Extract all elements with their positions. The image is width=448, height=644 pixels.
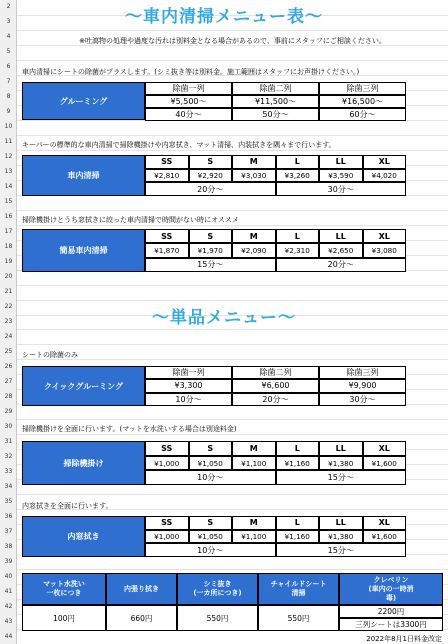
interior-price-cell: ¥4,020: [363, 169, 407, 183]
simple-price-cell: ¥3,080: [363, 243, 407, 257]
vacuum-size-cell: L: [276, 441, 320, 456]
vacuum-size-cell: XL: [363, 441, 407, 456]
grooming-price-cell: ¥16,500〜: [319, 95, 406, 108]
quick-header-cell: 除菌三列: [319, 366, 406, 379]
grid-line: [17, 30, 448, 31]
simple-price-cell: ¥1,970: [189, 243, 233, 257]
option-header-cell: マット水洗い 一枚につき: [22, 573, 106, 605]
row-number: 28: [4, 392, 13, 400]
row-number: 17: [4, 228, 13, 236]
row-number: 41: [4, 587, 13, 595]
interior-size-cell: S: [189, 155, 233, 169]
window-price-cell: ¥1,600: [363, 530, 407, 544]
window-label: 内窓拭き: [22, 516, 145, 557]
window-size-cell: S: [189, 516, 233, 530]
interior-price-cell: ¥3,260: [276, 169, 320, 183]
row-number: 21: [4, 288, 13, 296]
interior-size-cell: M: [232, 155, 276, 169]
row-number: 22: [4, 303, 13, 311]
row-number: 26: [4, 362, 13, 370]
vacuum-size-cell: SS: [145, 441, 189, 456]
window-size-cell: XL: [363, 516, 407, 530]
grooming-label: グルーミング: [22, 82, 145, 120]
notice-text: ※吐瀉物の処理や過度な汚れは別料金となる場合があるので、事前にスタッフにご相談ください。: [79, 37, 386, 45]
row-number: 20: [4, 273, 13, 281]
row-number: 19: [4, 258, 13, 266]
grooming-price-cell: ¥5,500〜: [145, 95, 232, 108]
simple-price-cell: ¥2,310: [276, 243, 320, 257]
grid-line: [17, 329, 448, 330]
simple-time-right: 20分〜: [276, 258, 407, 272]
window-price-cell: ¥1,380: [319, 530, 363, 544]
vacuum-price-cell: ¥1,380: [319, 456, 363, 471]
option-header-cell: シミ抜き (一カ所につき): [177, 573, 258, 605]
simple-note: 掃除機掛けとうち窓拭きに絞った車内清掃で時間がない時にオススメ: [22, 216, 239, 224]
row-number: 33: [4, 467, 13, 475]
vacuum-size-cell: LL: [319, 441, 363, 456]
row-number: 36: [4, 512, 13, 520]
row-number: 44: [4, 632, 13, 640]
interior-size-cell: SS: [145, 155, 189, 169]
simple-size-cell: LL: [319, 229, 363, 243]
vacuum-time-right: 15分〜: [276, 470, 407, 485]
simple-size-cell: S: [189, 229, 233, 243]
interior-note: キーパーの標準的な車内清掃で掃除機掛けや内窓拭き、マット清掃、内装拭きを隅々まで行います。: [22, 141, 336, 149]
vacuum-time-left: 10分〜: [145, 470, 276, 485]
vacuum-price-cell: ¥1,050: [189, 456, 233, 471]
row-number: 8: [6, 93, 11, 101]
window-size-cell: LL: [319, 516, 363, 530]
row-number: 39: [4, 557, 13, 565]
row-number: 29: [4, 407, 13, 415]
row-number: 42: [4, 602, 13, 610]
grid-line: [17, 285, 448, 286]
cleverin-price-cell: 2200円: [339, 605, 443, 618]
option-header-cell: 内張り拭き: [106, 573, 177, 605]
cleverin-three-row-price-cell: 三列シートは3300円: [339, 618, 443, 631]
grid-line: [17, 434, 448, 435]
row-number: 9: [6, 108, 11, 116]
simple-size-cell: M: [232, 229, 276, 243]
grooming-time-cell: 40分〜: [145, 108, 232, 121]
simple-price-cell: ¥2,650: [319, 243, 363, 257]
row-number: 16: [4, 213, 13, 221]
option-price-cell: 660円: [106, 605, 177, 631]
window-price-cell: ¥1,000: [145, 530, 189, 544]
row-number: 34: [4, 482, 13, 490]
vacuum-size-cell: S: [189, 441, 233, 456]
grid-line: [17, 419, 448, 420]
vacuum-price-cell: ¥1,160: [276, 456, 320, 471]
quick-note: シートの除菌のみ: [22, 351, 78, 359]
row-number: 5: [6, 48, 11, 56]
grid-line: [17, 569, 448, 570]
grooming-header-cell: 除菌一列: [145, 82, 232, 95]
option-price-cell: 100円: [22, 605, 106, 631]
row-number: 12: [4, 153, 13, 161]
grid-line: [17, 60, 448, 61]
row-number: 27: [4, 377, 13, 385]
quick-price-cell: ¥3,300: [145, 379, 232, 392]
row-number: 32: [4, 452, 13, 460]
grid-line: [17, 135, 448, 136]
grid-line: [17, 359, 448, 360]
window-time-right: 15分〜: [276, 543, 407, 557]
grid-line: [17, 210, 448, 211]
interior-size-cell: LL: [319, 155, 363, 169]
simple-price-cell: ¥2,090: [232, 243, 276, 257]
vacuum-price-cell: ¥1,100: [232, 456, 276, 471]
row-number: 30: [4, 422, 13, 430]
quick-time-cell: 20分〜: [232, 393, 319, 406]
interior-price-cell: ¥2,810: [145, 169, 189, 183]
grid-line: [17, 494, 448, 495]
grooming-time-cell: 60分〜: [319, 108, 406, 121]
grooming-header-cell: 除菌三列: [319, 82, 406, 95]
row-number: 43: [4, 617, 13, 625]
grooming-time-cell: 50分〜: [232, 108, 319, 121]
option-price-cell: 550円: [258, 605, 339, 631]
row-number: 18: [4, 243, 13, 251]
grid-line: [17, 344, 448, 345]
interior-size-cell: XL: [363, 155, 407, 169]
row-number: 4: [6, 33, 11, 41]
option-header-cell: チャイルドシート 清掃: [258, 573, 339, 605]
window-price-cell: ¥1,050: [189, 530, 233, 544]
simple-size-cell: XL: [363, 229, 407, 243]
grid-line: [17, 300, 448, 301]
row-number: 2: [6, 3, 11, 11]
interior-time-left: 20分〜: [145, 182, 276, 196]
simple-label: 簡易車内清掃: [22, 229, 145, 272]
window-size-cell: M: [232, 516, 276, 530]
window-size-cell: L: [276, 516, 320, 530]
interior-size-cell: L: [276, 155, 320, 169]
window-price-cell: ¥1,160: [276, 530, 320, 544]
vacuum-size-cell: M: [232, 441, 276, 456]
row-number: 15: [4, 198, 13, 206]
quick-header-cell: 除菌二列: [232, 366, 319, 379]
main-title: 〜車内清掃メニュー表〜: [125, 7, 323, 27]
quick-time-cell: 10分〜: [145, 393, 232, 406]
interior-time-right: 30分〜: [276, 182, 407, 196]
quick-time-cell: 30分〜: [319, 393, 406, 406]
row-number: 13: [4, 168, 13, 176]
simple-time-left: 15分〜: [145, 258, 276, 272]
quick-header-cell: 除菌一列: [145, 366, 232, 379]
row-number: 25: [4, 347, 13, 355]
interior-price-cell: ¥3,590: [319, 169, 363, 183]
row-number: 40: [4, 572, 13, 580]
grooming-price-cell: ¥11,500〜: [232, 95, 319, 108]
window-price-cell: ¥1,100: [232, 530, 276, 544]
quick-label: クイックグルーミング: [22, 366, 145, 406]
vacuum-price-cell: ¥1,600: [363, 456, 407, 471]
option-header-cell: クレベリン (車内の一時消 毒): [339, 573, 443, 605]
simple-price-cell: ¥1,870: [145, 243, 189, 257]
grooming-header-cell: 除菌二列: [232, 82, 319, 95]
row-number: 37: [4, 527, 13, 535]
window-time-left: 10分〜: [145, 543, 276, 557]
grooming-note: 車内清掃にシートの除菌がプラスします。(シミ抜き等は別料金。施工範囲はスタッフにお声掛けください。): [22, 68, 360, 76]
simple-size-cell: L: [276, 229, 320, 243]
row-number: 3: [6, 18, 11, 26]
price-revision-footnote: 2022年8月1日料金改定: [366, 635, 442, 643]
quick-price-cell: ¥6,600: [232, 379, 319, 392]
window-size-cell: SS: [145, 516, 189, 530]
interior-price-cell: ¥2,920: [189, 169, 233, 183]
row-number: 10: [4, 123, 13, 131]
row-number: 23: [4, 318, 13, 325]
vacuum-price-cell: ¥1,000: [145, 456, 189, 471]
quick-price-cell: ¥9,900: [319, 379, 406, 392]
row-number: 31: [4, 437, 13, 445]
window-note: 内窓拭きを全面に行います。: [22, 502, 113, 510]
vacuum-label: 掃除機掛け: [22, 441, 145, 485]
interior-label: 車内清掃: [22, 155, 145, 196]
row-number: 24: [4, 332, 13, 340]
single-menu-title: 〜単品メニュー〜: [152, 308, 296, 328]
row-number: 7: [6, 78, 11, 86]
interior-price-cell: ¥3,030: [232, 169, 276, 183]
option-price-cell: 550円: [177, 605, 258, 631]
row-number: 38: [4, 542, 13, 550]
row-number: 35: [4, 497, 13, 505]
row-number: 14: [4, 183, 13, 191]
row-number: 6: [6, 63, 11, 71]
simple-size-cell: SS: [145, 229, 189, 243]
vacuum-note: 掃除機掛けを全面に行います。(マットを水洗いする場合は別途料金): [22, 425, 237, 433]
row-number: 11: [4, 138, 13, 146]
